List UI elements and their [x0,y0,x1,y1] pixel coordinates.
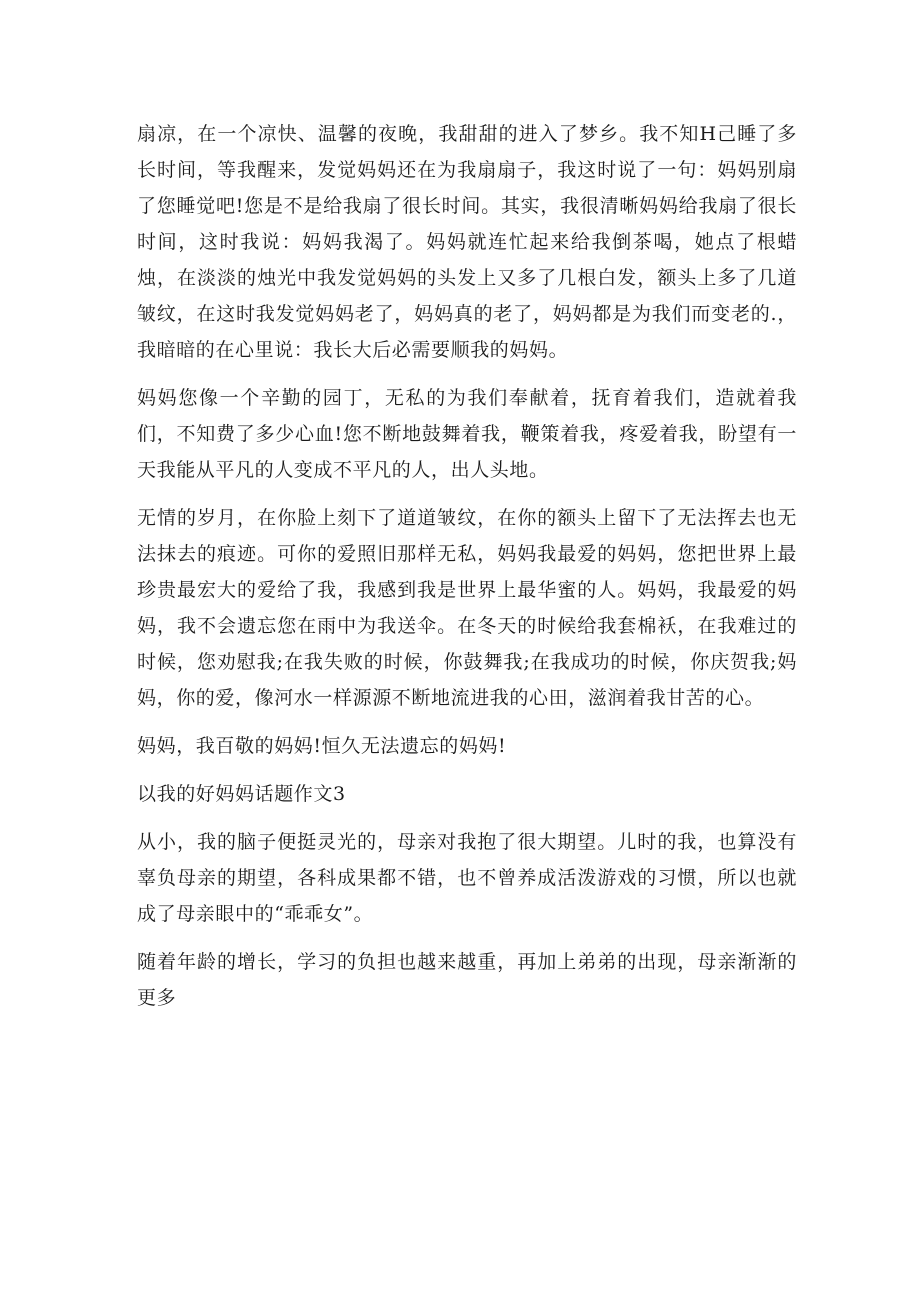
paragraph-6: 随着年龄的增长，学习的负担也越来越重，再加上弟弟的出现，母亲渐渐的更多 [137,951,797,1009]
paragraph-1: 扇凉，在一个凉快、温馨的夜晚，我甜甜的进入了梦乡。我不知H己睡了多长时间，等我醒来，发觉妈妈还在为我扇扇子，我这时说了一句：妈妈别扇了您睡觉吧!您是不是给我扇了很长时间。其实，我很清晰妈妈给我扇了很长时间，这时我说：妈妈我渴了。妈妈就连忙起来给我倒茶喝，她点了根蜡烛，在淡淡的烛光中我发觉妈妈的头发上又多了几根白发，额头上多了几道皱纹，在这时我发觉妈妈老了，妈妈真的老了，妈妈都是为我们而变老的.，我暗暗的在心里说：我长大后必需要顺我的妈妈。 [137,123,797,361]
paragraph-4: 妈妈，我百敬的妈妈!恒久无法遗忘的妈妈! [137,735,507,757]
paragraph-3: 无情的岁月，在你脸上刻下了道道皱纹，在你的额头上留下了无法挥去也无法抹去的痕迹。可你的爱照旧那样无私，妈妈我最爱的妈妈，您把世界上最珍贵最宏大的爱给了我，我感到我是世界上最华蜜的人。妈妈，我最爱的妈妈，我不会遗忘您在雨中为我送伞。在冬天的时候给我套棉袄，在我难过的时候，您劝慰我;在我失败的时候，你鼓舞我;在我成功的时候，你庆贺我;妈妈，你的爱，像河水一样源源不断地流进我的心田，滋润着我甘苦的心。 [137,507,797,709]
paragraph-2: 妈妈您像一个辛勤的园丁，无私的为我们奉献着，抚育着我们，造就着我们，不知费了多少心血!您不断地鼓舞着我，鞭策着我，疼爱着我，盼望有一天我能从平凡的人变成不平凡的人，出人头地。 [137,387,797,481]
section-heading: 以我的好妈妈话题作文3 [137,783,346,805]
document-body [137,116,797,1028]
paragraph-5: 从小，我的脑子便挺灵光的，母亲对我抱了很大期望。儿时的我，也算没有辜负母亲的期望，各科成果都不错，也不曾养成活泼游戏的习惯，所以也就成了母亲眼中的“乖乖女”。 [137,831,797,925]
